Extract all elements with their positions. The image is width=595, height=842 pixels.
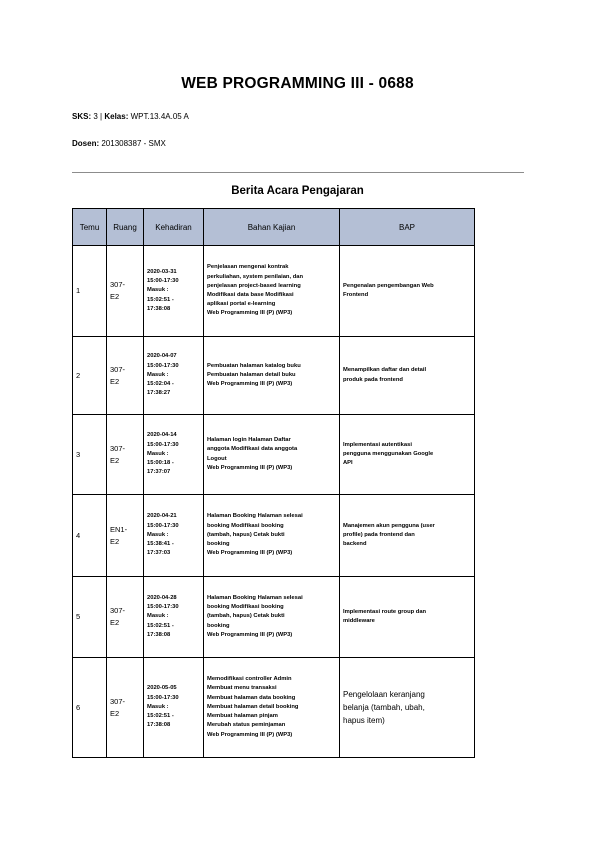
dosen-line [72,139,166,148]
bahan-line: Modifikasi data base Modifikasi [207,292,294,298]
ruang-line: 307- [110,364,126,374]
cell-bap [340,246,475,337]
divider [72,172,524,173]
bap-line: Manajemen akun pengguna (user [343,522,435,529]
bahan-line: Web Programming III (P) (WP3) [207,381,293,388]
cell-kehadiran [144,246,204,337]
bahan-line: Membuat menu transaksi [207,685,277,692]
dosen-label: Dosen: [72,139,100,148]
cell-bahan-kajian [204,415,340,495]
bahan-line: perkuliahan, system penilaian, dan [207,273,304,280]
cell-ruang [107,415,144,495]
table-row [73,246,475,337]
bap-line: belanja (tambah, ubah, [343,703,425,712]
ruang-line: E2 [110,618,120,627]
table-row [73,577,475,658]
cell-bap [340,577,475,658]
bap-line: Pengenalan pengembangan Web [343,282,434,289]
bahan-line: Pembuatan halaman katalog buku [207,362,301,369]
bahan-line: aplikasi portal e-learning [207,301,276,308]
bap-line: pengguna menggunakan Google [343,450,434,457]
cell-kehadiran [144,337,204,415]
cell-bahan-kajian [204,246,340,337]
kehadiran-line: Masuk : [147,287,169,294]
table-header-row [73,209,475,246]
ruang-line: E2 [110,536,120,546]
cell-temu: 4 [73,495,107,577]
cell-temu: 5 [73,577,107,658]
bap-line: Frontend [343,292,369,298]
sks-value: 3 | [93,112,105,121]
kehadiran-line: 17:37:03 [147,550,171,557]
bahan-line: Membuat halaman data booking [207,694,296,701]
bap-line: Implementasi autentikasi [343,441,412,448]
bahan-line: Merubah status peminjaman [207,722,286,729]
bahan-line: booking [207,541,230,548]
ruang-line: E2 [110,708,120,718]
bahan-line: Membuat halaman pinjam [207,713,278,720]
kehadiran-line: 17:38:27 [147,390,171,397]
cell-bahan-kajian [204,337,340,415]
cell-temu: 2 [73,337,107,415]
cell-ruang [107,337,144,415]
ruang-line: 307- [110,696,126,706]
bahan-line: Halaman Booking Halaman selesai [207,513,303,520]
bap-line: produk pada frontend [343,376,403,383]
cell-bap [340,337,475,415]
bahan-line: Pembuatan halaman detail buku [207,371,296,378]
cell-ruang [107,246,144,337]
bahan-line: Web Programming III (P) (WP3) [207,550,293,557]
bahan-line: Membuat halaman detail booking [207,703,299,710]
bahan-line: Penjelasan mengenai kontrak [207,264,289,271]
kehadiran-line: Masuk : [147,371,169,378]
kehadiran-line: 15:02:51 - [147,622,174,629]
kehadiran-line: 15:00-17:30 [147,694,179,701]
header-kehadiran: Kehadiran [144,209,204,246]
header-temu: Temu [73,209,107,246]
ruang-line: E2 [110,455,120,465]
kehadiran-line: Masuk : [147,613,169,620]
table-row [73,415,475,495]
kehadiran-line: 15:02:04 - [147,381,174,388]
kehadiran-line: Masuk : [147,531,169,538]
bap-line: profile) pada frontend dan [343,531,415,538]
header-bap: BAP [340,209,475,246]
kehadiran-line: Masuk : [147,450,169,457]
kehadiran-line: 2020-04-21 [147,513,177,520]
cell-temu: 1 [73,246,107,337]
kehadiran-line: 2020-04-14 [147,432,177,439]
kehadiran-line: 15:02:51 - [147,296,174,303]
kehadiran-line: 17:37:07 [147,469,171,476]
bahan-line: Web Programming III (P) (WP3) [207,310,293,317]
ruang-line: 307- [110,606,126,615]
bahan-line: booking [207,622,230,629]
ruang-line: 307- [110,443,126,453]
bap-line: backend [343,541,367,548]
bahan-line: Memodifikasi controller Admin [207,676,292,683]
cell-kehadiran [144,658,204,758]
cell-ruang [107,658,144,758]
cell-kehadiran [144,415,204,495]
cell-kehadiran [144,495,204,577]
bahan-line: Logout [207,455,227,462]
ruang-line: 307- [110,280,126,289]
kehadiran-line: 15:00-17:30 [147,441,179,448]
bahan-line: Web Programming III (P) (WP3) [207,731,293,738]
kehadiran-line: 2020-05-05 [147,685,177,692]
cell-bahan-kajian [204,658,340,758]
bahan-line: anggota Modifikasi data anggota [207,446,298,453]
bahan-line: penjelasan project-based learning [207,282,301,289]
cell-bap [340,658,475,758]
cell-bahan-kajian [204,495,340,577]
kehadiran-line: 15:00-17:30 [147,278,179,285]
bahan-line: Halaman login Halaman Daftar [207,437,291,444]
bap-line: hapus item) [343,716,385,725]
kehadiran-line: 17:38:08 [147,305,171,312]
section-title: Berita Acara Pengajaran [231,185,364,197]
kehadiran-line: 2020-04-28 [147,594,177,601]
header-ruang: Ruang [107,209,144,246]
kehadiran-line: 15:38:41 - [147,541,174,548]
bahan-line: (tambah, hapus) Cetak bukti [207,613,285,620]
table-row [73,658,475,758]
header-bahan-kajian: Bahan Kajian [204,209,340,246]
bahan-line: Halaman Booking Halaman selesai [207,594,303,601]
bap-table [72,208,475,758]
kehadiran-line: 15:00-17:30 [147,604,179,611]
kehadiran-line: 17:38:08 [147,631,171,638]
kehadiran-line: 15:00:18 - [147,460,174,467]
bahan-line: booking Modifikasi booking [207,604,284,611]
kelas-value: WPT.13.4A.05 A [130,112,189,121]
cell-bap [340,495,475,577]
cell-ruang [107,495,144,577]
ruang-line: E2 [110,376,120,386]
kehadiran-line: 2020-03-31 [147,268,177,275]
cell-bap [340,415,475,495]
bap-line: Menampilkan daftar dan detail [343,367,427,374]
dosen-value: 201308387 - SMX [101,139,166,148]
bahan-line: (tambah, hapus) Cetak bukti [207,531,285,538]
cell-temu: 6 [73,658,107,758]
sks-label: SKS: [72,112,92,121]
cell-bahan-kajian [204,577,340,658]
ruang-line: EN1- [110,524,128,534]
ruang-line: E2 [110,292,120,301]
kehadiran-line: 15:00-17:30 [147,522,179,529]
bap-line: Pengelolaan keranjang [343,690,425,699]
kehadiran-line: 17:38:08 [147,722,171,729]
bahan-line: Web Programming III (P) (WP3) [207,631,293,638]
kehadiran-line: 15:02:51 - [147,713,174,720]
sks-kelas-line [72,112,189,121]
document-title: WEB PROGRAMMING III - 0688 [181,75,414,92]
cell-ruang [107,577,144,658]
kehadiran-line: Masuk : [147,703,169,710]
bahan-line: Web Programming III (P) (WP3) [207,464,293,471]
bahan-line: booking Modifikasi booking [207,522,284,529]
cell-temu: 3 [73,415,107,495]
cell-kehadiran [144,577,204,658]
kehadiran-line: 2020-04-07 [147,353,177,360]
kelas-label: Kelas: [104,112,129,121]
kehadiran-line: 15:00-17:30 [147,362,179,369]
bap-line: middleware [343,618,375,624]
table-row [73,495,475,577]
bap-line: Implementasi route group dan [343,608,427,615]
table-row [73,337,475,415]
bap-line: API [343,460,353,467]
